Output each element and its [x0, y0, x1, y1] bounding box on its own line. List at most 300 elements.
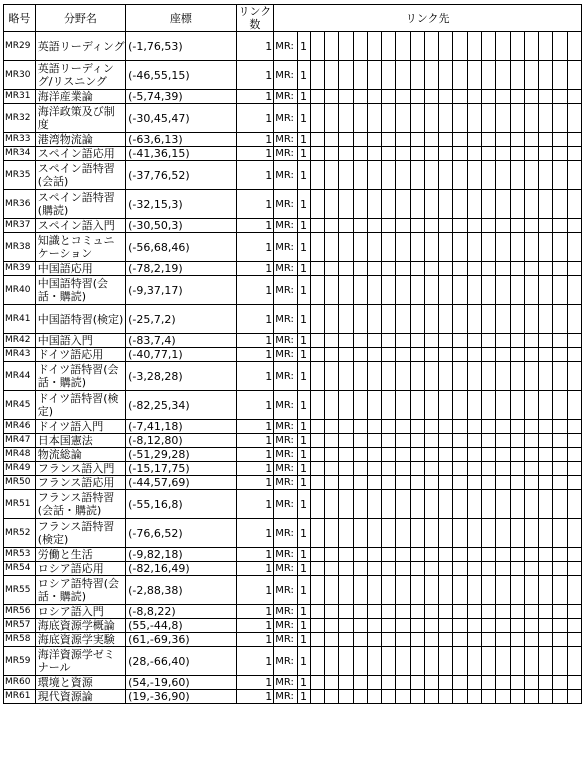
empty-link-cell: [410, 348, 424, 362]
empty-link-cell: [539, 434, 553, 448]
empty-link-cell: [510, 676, 524, 690]
empty-link-cell: [367, 61, 381, 90]
empty-link-cell: [453, 161, 467, 190]
empty-link-cell: [353, 420, 367, 434]
empty-link-cell: [553, 490, 567, 519]
row-link-count: 1: [236, 262, 274, 276]
empty-link-cell: [496, 190, 510, 219]
empty-link-cell: [325, 462, 339, 476]
empty-link-cell: [524, 147, 538, 161]
empty-link-cell: [325, 190, 339, 219]
empty-link-cell: [467, 90, 481, 104]
empty-link-cell: [367, 633, 381, 647]
empty-link-cell: [353, 161, 367, 190]
row-link-target: 1: [298, 462, 311, 476]
empty-link-cell: [553, 133, 567, 147]
row-field-name: スペイン語特習(購読): [35, 190, 125, 219]
empty-link-cell: [496, 420, 510, 434]
row-coord: (54,-19,60): [126, 676, 236, 690]
empty-link-cell: [382, 133, 396, 147]
row-coord: (-2,88,38): [126, 576, 236, 605]
row-link-target: 1: [298, 32, 311, 61]
empty-link-cell: [353, 548, 367, 562]
empty-link-cell: [339, 161, 353, 190]
row-coord: (-15,17,75): [126, 462, 236, 476]
empty-link-cell: [339, 519, 353, 548]
empty-link-cell: [310, 104, 324, 133]
row-link-prefix: MR:: [274, 233, 298, 262]
empty-link-cell: [367, 362, 381, 391]
empty-link-cell: [424, 676, 438, 690]
empty-link-cell: [524, 562, 538, 576]
empty-link-cell: [510, 519, 524, 548]
row-field-name: フランス語応用: [35, 476, 125, 490]
empty-link-cell: [382, 548, 396, 562]
empty-link-cell: [353, 619, 367, 633]
row-link-prefix: MR:: [274, 548, 298, 562]
empty-link-cell: [453, 619, 467, 633]
empty-link-cell: [339, 476, 353, 490]
empty-link-cell: [325, 90, 339, 104]
row-abbr: MR49: [4, 462, 36, 476]
empty-link-cell: [310, 619, 324, 633]
empty-link-cell: [567, 133, 581, 147]
empty-link-cell: [553, 262, 567, 276]
empty-link-cell: [424, 448, 438, 462]
row-coord: (-32,15,3): [126, 190, 236, 219]
empty-link-cell: [453, 348, 467, 362]
row-link-prefix: MR:: [274, 647, 298, 676]
empty-link-cell: [424, 32, 438, 61]
empty-link-cell: [310, 462, 324, 476]
empty-link-cell: [567, 490, 581, 519]
row-coord: (-5,74,39): [126, 90, 236, 104]
empty-link-cell: [539, 619, 553, 633]
row-link-prefix: MR:: [274, 90, 298, 104]
empty-link-cell: [453, 104, 467, 133]
empty-link-cell: [410, 462, 424, 476]
empty-link-cell: [310, 633, 324, 647]
empty-link-cell: [410, 133, 424, 147]
empty-link-cell: [567, 476, 581, 490]
empty-link-cell: [424, 562, 438, 576]
row-link-target: 1: [298, 647, 311, 676]
empty-link-cell: [325, 233, 339, 262]
row-link-target: 1: [298, 161, 311, 190]
empty-link-cell: [482, 605, 496, 619]
empty-link-cell: [396, 276, 410, 305]
empty-link-cell: [553, 548, 567, 562]
empty-link-cell: [467, 576, 481, 605]
empty-link-cell: [424, 90, 438, 104]
empty-link-cell: [325, 305, 339, 334]
table-row: [4, 276, 582, 305]
empty-link-cell: [424, 362, 438, 391]
empty-link-cell: [567, 262, 581, 276]
empty-link-cell: [382, 276, 396, 305]
empty-link-cell: [382, 391, 396, 420]
empty-link-cell: [382, 147, 396, 161]
empty-link-cell: [325, 391, 339, 420]
row-link-target: 1: [298, 548, 311, 562]
empty-link-cell: [396, 61, 410, 90]
row-coord: (-44,57,69): [126, 476, 236, 490]
empty-link-cell: [410, 676, 424, 690]
row-link-count: 1: [236, 190, 274, 219]
empty-link-cell: [567, 605, 581, 619]
empty-link-cell: [367, 434, 381, 448]
empty-link-cell: [353, 362, 367, 391]
empty-link-cell: [567, 420, 581, 434]
row-link-prefix: MR:: [274, 576, 298, 605]
empty-link-cell: [410, 90, 424, 104]
row-abbr: MR54: [4, 562, 36, 576]
row-coord: (-55,16,8): [126, 490, 236, 519]
row-field-name: 日本国憲法: [35, 434, 125, 448]
empty-link-cell: [424, 233, 438, 262]
empty-link-cell: [339, 462, 353, 476]
empty-link-cell: [553, 233, 567, 262]
empty-link-cell: [396, 619, 410, 633]
table-row: [4, 476, 582, 490]
row-link-target: 1: [298, 391, 311, 420]
empty-link-cell: [410, 219, 424, 233]
empty-link-cell: [482, 391, 496, 420]
empty-link-cell: [539, 190, 553, 219]
empty-link-cell: [339, 647, 353, 676]
empty-link-cell: [496, 562, 510, 576]
row-link-prefix: MR:: [274, 104, 298, 133]
row-link-prefix: MR:: [274, 462, 298, 476]
empty-link-cell: [567, 190, 581, 219]
empty-link-cell: [367, 490, 381, 519]
empty-link-cell: [539, 448, 553, 462]
empty-link-cell: [553, 219, 567, 233]
row-link-count: 1: [236, 562, 274, 576]
empty-link-cell: [553, 305, 567, 334]
empty-link-cell: [310, 448, 324, 462]
empty-link-cell: [553, 334, 567, 348]
empty-link-cell: [410, 262, 424, 276]
empty-link-cell: [439, 262, 453, 276]
empty-link-cell: [424, 104, 438, 133]
empty-link-cell: [424, 219, 438, 233]
row-link-prefix: MR:: [274, 32, 298, 61]
empty-link-cell: [382, 690, 396, 704]
empty-link-cell: [567, 391, 581, 420]
empty-link-cell: [325, 448, 339, 462]
empty-link-cell: [453, 647, 467, 676]
empty-link-cell: [396, 605, 410, 619]
empty-link-cell: [553, 519, 567, 548]
empty-link-cell: [510, 348, 524, 362]
empty-link-cell: [367, 548, 381, 562]
empty-link-cell: [382, 633, 396, 647]
empty-link-cell: [482, 490, 496, 519]
empty-link-cell: [339, 490, 353, 519]
row-coord: (-76,6,52): [126, 519, 236, 548]
row-link-prefix: MR:: [274, 391, 298, 420]
empty-link-cell: [553, 147, 567, 161]
row-link-target: 1: [298, 576, 311, 605]
empty-link-cell: [496, 334, 510, 348]
row-link-target: 1: [298, 133, 311, 147]
empty-link-cell: [524, 576, 538, 605]
table-row: [4, 420, 582, 434]
table-row: [4, 391, 582, 420]
row-coord: (-82,25,34): [126, 391, 236, 420]
empty-link-cell: [353, 605, 367, 619]
empty-link-cell: [467, 633, 481, 647]
row-link-prefix: MR:: [274, 619, 298, 633]
row-field-name: ドイツ語入門: [35, 420, 125, 434]
empty-link-cell: [553, 476, 567, 490]
empty-link-cell: [439, 32, 453, 61]
empty-link-cell: [339, 219, 353, 233]
empty-link-cell: [339, 32, 353, 61]
row-coord: (-46,55,15): [126, 61, 236, 90]
empty-link-cell: [424, 462, 438, 476]
empty-link-cell: [410, 562, 424, 576]
empty-link-cell: [467, 420, 481, 434]
empty-link-cell: [396, 262, 410, 276]
empty-link-cell: [510, 548, 524, 562]
empty-link-cell: [310, 233, 324, 262]
empty-link-cell: [396, 576, 410, 605]
empty-link-cell: [396, 233, 410, 262]
row-abbr: MR35: [4, 161, 36, 190]
empty-link-cell: [467, 334, 481, 348]
empty-link-cell: [496, 476, 510, 490]
empty-link-cell: [482, 420, 496, 434]
row-link-prefix: MR:: [274, 147, 298, 161]
empty-link-cell: [496, 633, 510, 647]
empty-link-cell: [567, 434, 581, 448]
empty-link-cell: [382, 334, 396, 348]
empty-link-cell: [467, 305, 481, 334]
empty-link-cell: [367, 334, 381, 348]
empty-link-cell: [567, 647, 581, 676]
row-link-count: 1: [236, 448, 274, 462]
row-abbr: MR39: [4, 262, 36, 276]
empty-link-cell: [439, 61, 453, 90]
empty-link-cell: [353, 476, 367, 490]
empty-link-cell: [424, 147, 438, 161]
empty-link-cell: [453, 562, 467, 576]
empty-link-cell: [539, 219, 553, 233]
empty-link-cell: [382, 104, 396, 133]
empty-link-cell: [310, 676, 324, 690]
empty-link-cell: [439, 619, 453, 633]
empty-link-cell: [410, 233, 424, 262]
empty-link-cell: [482, 647, 496, 676]
empty-link-cell: [410, 434, 424, 448]
empty-link-cell: [310, 219, 324, 233]
empty-link-cell: [353, 448, 367, 462]
empty-link-cell: [482, 104, 496, 133]
empty-link-cell: [310, 490, 324, 519]
empty-link-cell: [539, 90, 553, 104]
empty-link-cell: [339, 434, 353, 448]
empty-link-cell: [339, 605, 353, 619]
row-abbr: MR43: [4, 348, 36, 362]
empty-link-cell: [510, 276, 524, 305]
empty-link-cell: [467, 32, 481, 61]
row-coord: (61,-69,36): [126, 633, 236, 647]
row-coord: (-78,2,19): [126, 262, 236, 276]
empty-link-cell: [439, 305, 453, 334]
empty-link-cell: [539, 633, 553, 647]
empty-link-cell: [353, 276, 367, 305]
empty-link-cell: [496, 391, 510, 420]
empty-link-cell: [496, 462, 510, 476]
empty-link-cell: [496, 362, 510, 391]
empty-link-cell: [439, 362, 453, 391]
empty-link-cell: [310, 133, 324, 147]
link-table: [3, 4, 582, 704]
empty-link-cell: [325, 104, 339, 133]
row-coord: (-8,8,22): [126, 605, 236, 619]
empty-link-cell: [453, 190, 467, 219]
empty-link-cell: [382, 32, 396, 61]
empty-link-cell: [539, 348, 553, 362]
row-abbr: MR55: [4, 576, 36, 605]
empty-link-cell: [353, 647, 367, 676]
row-field-name: 海洋産業論: [35, 90, 125, 104]
row-link-target: 1: [298, 276, 311, 305]
empty-link-cell: [310, 362, 324, 391]
empty-link-cell: [453, 448, 467, 462]
row-link-count: 1: [236, 576, 274, 605]
empty-link-cell: [382, 476, 396, 490]
empty-link-cell: [539, 490, 553, 519]
empty-link-cell: [496, 519, 510, 548]
empty-link-cell: [467, 133, 481, 147]
empty-link-cell: [567, 576, 581, 605]
empty-link-cell: [367, 576, 381, 605]
row-link-count: 1: [236, 334, 274, 348]
empty-link-cell: [353, 262, 367, 276]
empty-link-cell: [539, 647, 553, 676]
empty-link-cell: [310, 548, 324, 562]
empty-link-cell: [396, 647, 410, 676]
row-field-name: 労働と生活: [35, 548, 125, 562]
empty-link-cell: [310, 305, 324, 334]
empty-link-cell: [325, 362, 339, 391]
empty-link-cell: [382, 619, 396, 633]
empty-link-cell: [553, 362, 567, 391]
empty-link-cell: [439, 690, 453, 704]
row-link-target: 1: [298, 262, 311, 276]
empty-link-cell: [524, 462, 538, 476]
row-link-prefix: MR:: [274, 190, 298, 219]
empty-link-cell: [467, 548, 481, 562]
empty-link-cell: [367, 219, 381, 233]
empty-link-cell: [382, 434, 396, 448]
empty-link-cell: [310, 605, 324, 619]
row-abbr: MR61: [4, 690, 36, 704]
empty-link-cell: [539, 32, 553, 61]
empty-link-cell: [510, 619, 524, 633]
empty-link-cell: [496, 676, 510, 690]
row-coord: (28,-66,40): [126, 647, 236, 676]
empty-link-cell: [339, 676, 353, 690]
empty-link-cell: [567, 61, 581, 90]
row-abbr: MR33: [4, 133, 36, 147]
row-abbr: MR37: [4, 219, 36, 233]
empty-link-cell: [367, 448, 381, 462]
empty-link-cell: [467, 619, 481, 633]
empty-link-cell: [367, 104, 381, 133]
empty-link-cell: [482, 133, 496, 147]
row-abbr: MR38: [4, 233, 36, 262]
empty-link-cell: [524, 334, 538, 348]
empty-link-cell: [396, 147, 410, 161]
empty-link-cell: [367, 647, 381, 676]
empty-link-cell: [453, 548, 467, 562]
empty-link-cell: [410, 61, 424, 90]
empty-link-cell: [396, 133, 410, 147]
empty-link-cell: [439, 548, 453, 562]
empty-link-cell: [453, 676, 467, 690]
empty-link-cell: [410, 104, 424, 133]
row-coord: (-25,7,2): [126, 305, 236, 334]
empty-link-cell: [567, 462, 581, 476]
table-row: [4, 147, 582, 161]
empty-link-cell: [510, 448, 524, 462]
empty-link-cell: [382, 676, 396, 690]
empty-link-cell: [510, 647, 524, 676]
row-link-target: 1: [298, 219, 311, 233]
empty-link-cell: [539, 391, 553, 420]
empty-link-cell: [453, 133, 467, 147]
empty-link-cell: [396, 391, 410, 420]
row-link-prefix: MR:: [274, 605, 298, 619]
row-coord: (-30,45,47): [126, 104, 236, 133]
empty-link-cell: [382, 90, 396, 104]
row-abbr: MR56: [4, 605, 36, 619]
empty-link-cell: [482, 462, 496, 476]
empty-link-cell: [367, 147, 381, 161]
empty-link-cell: [510, 562, 524, 576]
row-link-count: 1: [236, 476, 274, 490]
empty-link-cell: [524, 362, 538, 391]
empty-link-cell: [539, 133, 553, 147]
empty-link-cell: [410, 161, 424, 190]
row-link-target: 1: [298, 633, 311, 647]
row-field-name: フランス語特習(検定): [35, 519, 125, 548]
empty-link-cell: [524, 519, 538, 548]
empty-link-cell: [424, 605, 438, 619]
empty-link-cell: [410, 362, 424, 391]
empty-link-cell: [524, 633, 538, 647]
table-row: [4, 519, 582, 548]
row-link-prefix: MR:: [274, 219, 298, 233]
row-link-count: 1: [236, 233, 274, 262]
empty-link-cell: [310, 562, 324, 576]
empty-link-cell: [524, 90, 538, 104]
header-link-count: リンク数: [236, 5, 274, 32]
row-coord: (-83,7,4): [126, 334, 236, 348]
empty-link-cell: [567, 334, 581, 348]
empty-link-cell: [410, 147, 424, 161]
empty-link-cell: [339, 633, 353, 647]
empty-link-cell: [367, 90, 381, 104]
empty-link-cell: [439, 133, 453, 147]
empty-link-cell: [325, 562, 339, 576]
empty-link-cell: [353, 133, 367, 147]
empty-link-cell: [367, 32, 381, 61]
